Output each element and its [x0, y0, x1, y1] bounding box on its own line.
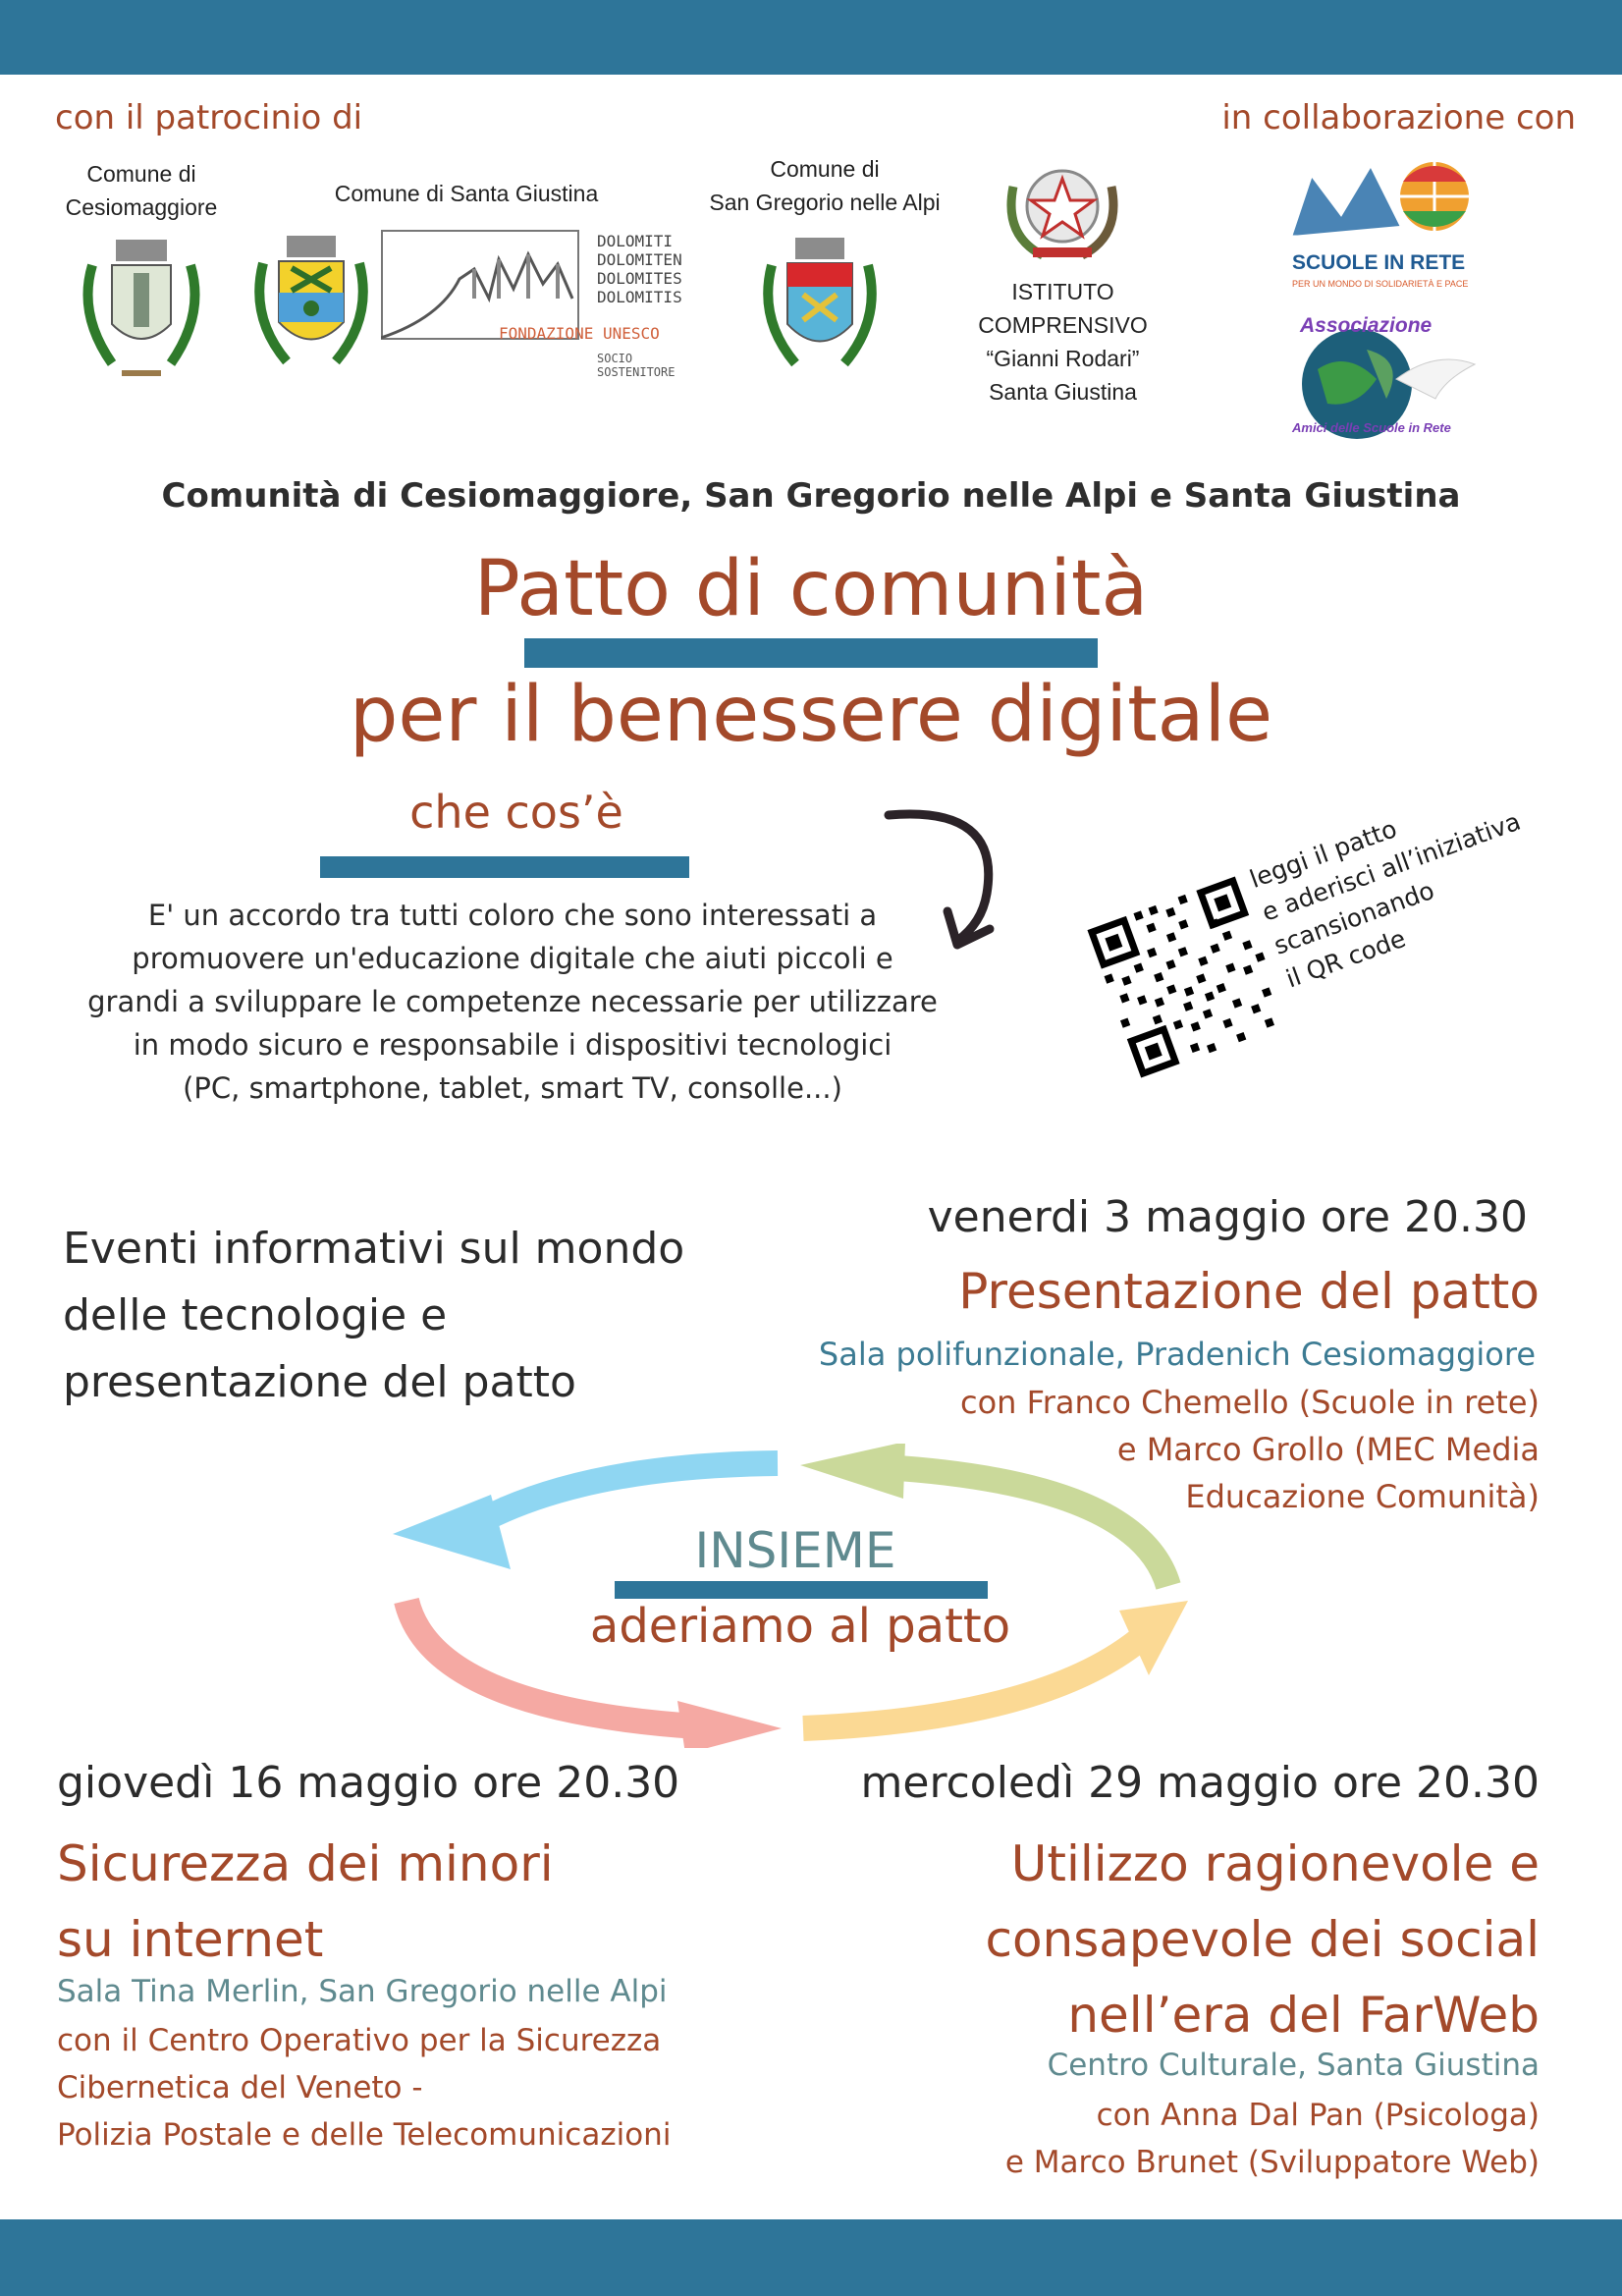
communities-heading: Comunità di Cesiomaggiore, San Gregorio nelle Alpi e Santa Giustina [161, 476, 1461, 516]
dolomiti-line: DOLOMITEN [597, 250, 682, 269]
istituto-caption: ISTITUTO COMPRENSIVO “Gianni Rodari” Santa Giustina [978, 279, 1148, 405]
curved-arrow-icon [874, 795, 1021, 962]
events-intro-text: Eventi informativi sul mondo delle tecnologie e presentazione del patto [63, 1224, 685, 1407]
patronage-label: con il patrocinio di [55, 98, 363, 137]
qr-instruction-text: leggi il patto e aderisci all’iniziativa scansionando il QR code [1246, 806, 1525, 994]
event1-venue: Sala polifunzionale, Pradenich Cesiomaggiore [818, 1336, 1536, 1373]
event1-date: venerdi 3 maggio ore 20.30 [927, 1192, 1528, 1242]
network-globe-icon [1292, 157, 1488, 246]
event3-title: Utilizzo ragionevole e consapevole dei social nell’era del FarWeb [985, 1835, 1540, 2044]
scuole-tagline: PER UN MONDO DI SOLIDARIETÀ E PACE [1292, 279, 1469, 289]
associazione-amici-logo [1288, 310, 1485, 448]
event2-speakers: con il Centro Operativo per la Sicurezza Cibernetica del Veneto - Polizia Postale e delle Telecomunicazioni [57, 2023, 672, 2153]
scuole-in-rete-logo [1292, 157, 1488, 295]
cesiomaggiore-coat-of-arms-icon [73, 226, 210, 383]
description-text: E' un accordo tra tutti coloro che sono interessati a promuovere un'educazione digitale che aiuti piccoli e grandi a sviluppare le competenze necessarie per utilizzare in modo sicuro e responsabile i dispositivi tecnologici (PC, smartphone, tablet, smart TV, consolle...) [87, 899, 938, 1105]
event2-date: giovedì 16 maggio ore 20.30 [57, 1758, 680, 1808]
title-line-1: Patto di comunità [473, 545, 1149, 633]
dolomiti-line: DOLOMITI [597, 232, 674, 250]
event2-title: Sicurezza dei minori su internet [57, 1835, 554, 1968]
associazione-label: Associazione [1300, 314, 1433, 337]
fondazione-label: FONDAZIONE UNESCO [499, 324, 660, 343]
top-banner-bar [0, 0, 1622, 75]
scuole-in-rete-label: SCUOLE IN RETE [1292, 251, 1466, 274]
adhere-label: aderiamo al patto [589, 1599, 1011, 1654]
together-label: INSIEME [694, 1522, 896, 1579]
italian-republic-emblem-icon [1003, 157, 1121, 265]
event1-speakers: con Franco Chemello (Scuole in rete) e Marco Grollo (MEC Media Educazione Comunità) [960, 1384, 1540, 1515]
title-underline-bar [524, 638, 1098, 668]
what-underline-bar [320, 856, 689, 878]
san-gregorio-coat-of-arms-icon [756, 226, 884, 383]
event3-speakers: con Anna Dal Pan (Psicologa) e Marco Brunet (Sviluppatore Web) [1004, 2098, 1540, 2180]
what-heading: che cos’è [409, 786, 623, 839]
together-underline-bar [615, 1581, 988, 1599]
socio-label: SOCIO SOSTENITORE [597, 352, 676, 379]
dolomiti-line: DOLOMITES [597, 269, 682, 288]
event2-venue: Sala Tina Merlin, San Gregorio nelle Alpi [57, 1974, 668, 2009]
cesiomaggiore-caption: Comune di Cesiomaggiore [65, 161, 218, 220]
cycle-arrow-pink-head [677, 1701, 782, 1748]
amici-label: Amici delle Scuole in Rete [1292, 420, 1451, 435]
event3-date: mercoledì 29 maggio ore 20.30 [860, 1758, 1540, 1808]
cycle-arrow-blue-head [393, 1495, 511, 1569]
title-line-2: per il benessere digitale [349, 671, 1273, 759]
cycle-arrow-green-head [800, 1444, 905, 1499]
bottom-banner-bar [0, 2219, 1622, 2296]
dolomiti-line: DOLOMITIS [597, 288, 682, 306]
event1-title: Presentazione del patto [958, 1263, 1540, 1320]
santa-giustina-coat-of-arms-icon [247, 224, 375, 381]
event3-venue: Centro Culturale, Santa Giustina [1047, 2048, 1540, 2083]
dolomiti-unesco-logo [381, 230, 682, 387]
san-gregorio-caption: Comune di San Gregorio nelle Alpi [709, 156, 941, 215]
santa-giustina-caption: Comune di Santa Giustina [334, 181, 599, 206]
collaboration-label: in collaborazione con [1221, 98, 1576, 137]
